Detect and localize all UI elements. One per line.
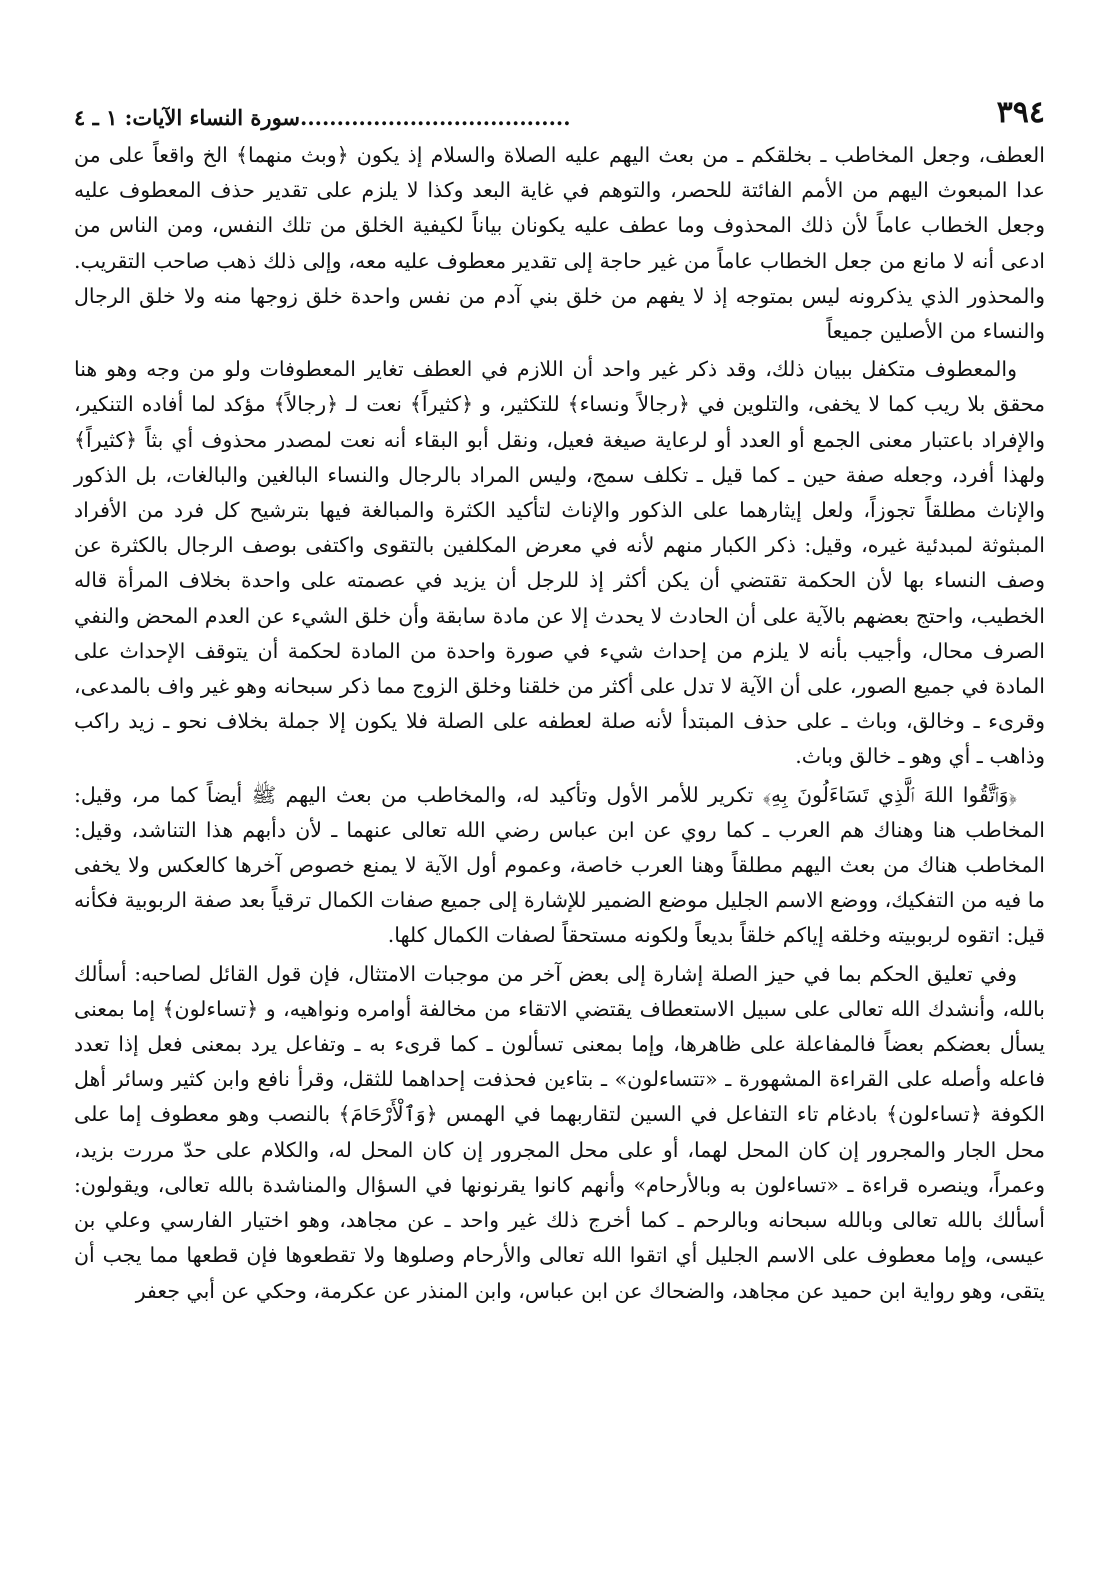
page-header [74, 88, 1045, 128]
paragraph: ﴿وَٱتَّقُوا اللهَ ٱلَّذِي تَسَاءَلُونَ بِهِ﴾ تكرير للأمر الأول وتأكيد له، والمخاطب من بعث اليهم ﷺ أيضاً كما مر، وقيل: المخاطب هنا وهناك هم العرب ـ كما روي عن ابن عباس رضي الله تعالى عنهما ـ لأن دأبهم هذا التناشد، وقيل: المخاطب هناك من بعث اليهم مطلقاً وهنا العرب خاصة، وعموم أول الآية لا يمنع خصوص آخرها كالعكس ولا يخفى ما فيه من التفكيك، ووضع الاسم الجليل موضع الضمير للإشارة إلى جميع صفات الكمال ترقياً بعد صفة الربوبية فكأنه قيل: اتقوه لربوبيته وخلقه إياكم خلقاً بديعاً ولكونه مستحقاً لصفات الكمال كلها. [74, 782, 1045, 948]
running-title [74, 107, 571, 128]
running-title-text: سورة النساء الآيات: ١ ـ ٤ [74, 105, 301, 130]
paragraph: وفي تعليق الحكم بما في حيز الصلة إشارة إلى بعض آخر من موجبات الامتثال، فإن قول القائل لصاحبه: أسألك بالله، وأنشدك الله تعالى على سبيل الاستعطاف يقتضي الاتقاء من مخالفة أوامره ونواهيه، و ﴿تساءلون﴾ إما بمعنى يسأل بعضكم بعضاً فالمفاعلة على ظاهرها، وإما بمعنى تسألون ـ كما قرىء به ـ وتفاعل يرد بمعنى فعل إذا تعدد فاعله وأصله على القراءة المشهورة ـ «تتساءلون» ـ بتاءين فحذفت إحداهما للثقل، وقرأ نافع وابن كثير وسائر أهل الكوفة ﴿تساءلون﴾ بادغام تاء التفاعل في السين لتقاربهما في الهمس ﴿وَٱلْأَرْحَامَ﴾ بالنصب وهو معطوف إما على محل الجار والمجرور إن كان المحل لهما، أو على محل المجرور إن كان المحل له، والكلام على حدّ مررت بزيد، وعمراً، وينصره قراءة ـ «تساءلون به وبالأرحام» وأنهم كانوا يقرنونها في السؤال والمناشدة بالله تعالى، ويقولون: أسألك بالله تعالى وبالله سبحانه وبالرحم ـ كما أخرج ذلك غير واحد ـ عن مجاهد، وهو اختيار الفارسي وعلي بن عيسى، وإما معطوف على الاسم الجليل أي اتقوا الله تعالى والأرحام وصلوها ولا تقطعوها فإن قطعها مما يجب أن يتقى، وهو رواية ابن حميد عن مجاهد، والضحاك عن ابن عباس، وابن المنذر عن عكرمة، وحكي عن أبي جعفر [74, 961, 1045, 1303]
page-number: ٣٩٤ [996, 95, 1045, 130]
paragraph: العطف، وجعل المخاطب ـ بخلقكم ـ من بعث اليهم عليه الصلاة والسلام إذ يكون ﴿وبث منهما﴾ الخ واقعاً على من عدا المبعوث اليهم من الأمم الفائتة للحصر، والتوهم في غاية البعد وكذا لا يلزم على تقدير حذف المعطوف عليه وجعل الخطاب عاماً لأن ذلك المحذوف وما عطف عليه يكونان بياناً لكيفية الخلق من تلك النفس، ومن الناس من ادعى أنه لا مانع من جعل الخطاب عاماً من غير حاجة إلى تقدير معطوف عليه معه، وإلى ذلك ذهب صاحب التقريب. والمحذور الذي يذكرونه ليس بمتوجه إذ لا يفهم من خلق بني آدم من نفس واحدة خلق زوجها منه ولا خلق الرجال والنساء من الأصلين جميعاً [74, 143, 1045, 344]
body-text [74, 138, 1045, 1309]
paragraph: والمعطوف متكفل ببيان ذلك، وقد ذكر غير واحد أن اللازم في العطف تغاير المعطوفات ولو من وجه وهو هنا محقق بلا ريب كما لا يخفى، والتلوين في ﴿رجالاً ونساء﴾ للتكثير، و ﴿كثيراً﴾ نعت لـ ﴿رجالاً﴾ مؤكد لما أفاده التنكير، والإفراد باعتبار معنى الجمع أو العدد أو لرعاية صيغة فعيل، ونقل أبو البقاء أنه نعت لمصدر محذوف أي بثاً ﴿كثيراً﴾ ولهذا أفرد، وجعله صفة حين ـ كما قيل ـ تكلف سمج، وليس المراد بالرجال والنساء البالغين والبالغات، بل الذكور والإناث مطلقاً تجوزاً، ولعل إيثارهما على الذكور والإناث لتأكيد الكثرة والمبالغة فيها بترشيح كل فرد من الأفراد المبثوثة لمبدئية غيره، وقيل: ذكر الكبار منهم لأنه في معرض المكلفين بالتقوى واكتفى بوصف الرجال بالكثرة عن وصف النساء بها لأن الحكمة تقتضي أن يكن أكثر إذ للرجل أن يزيد في عصمته على واحدة بخلاف المرأة قاله الخطيب، واحتج بعضهم بالآية على أن الحادث لا يحدث إلا عن مادة سابقة وأن خلق الشيء عن العدم المحض والنفي الصرف محال، وأجيب بأنه لا يلزم من إحداث شيء في صورة واحدة من المادة لحكمة أن يتوقف الإحداث على المادة في جميع الصور، على أن الآية لا تدل على أكثر من خلقنا وخلق الزوج مما ذكر سبحانه وهو غير واف بالمدعى، وقرىء ـ وخالق، وباث ـ على حذف المبتدأ لأنه صلة لعطفه على الصلة فلا يكون إلا جملة بخلاف نحو ـ زيد راكب وذاهب ـ أي وهو ـ خالق وباث. [74, 357, 1045, 769]
leader-dots: ..................................... [300, 105, 571, 130]
